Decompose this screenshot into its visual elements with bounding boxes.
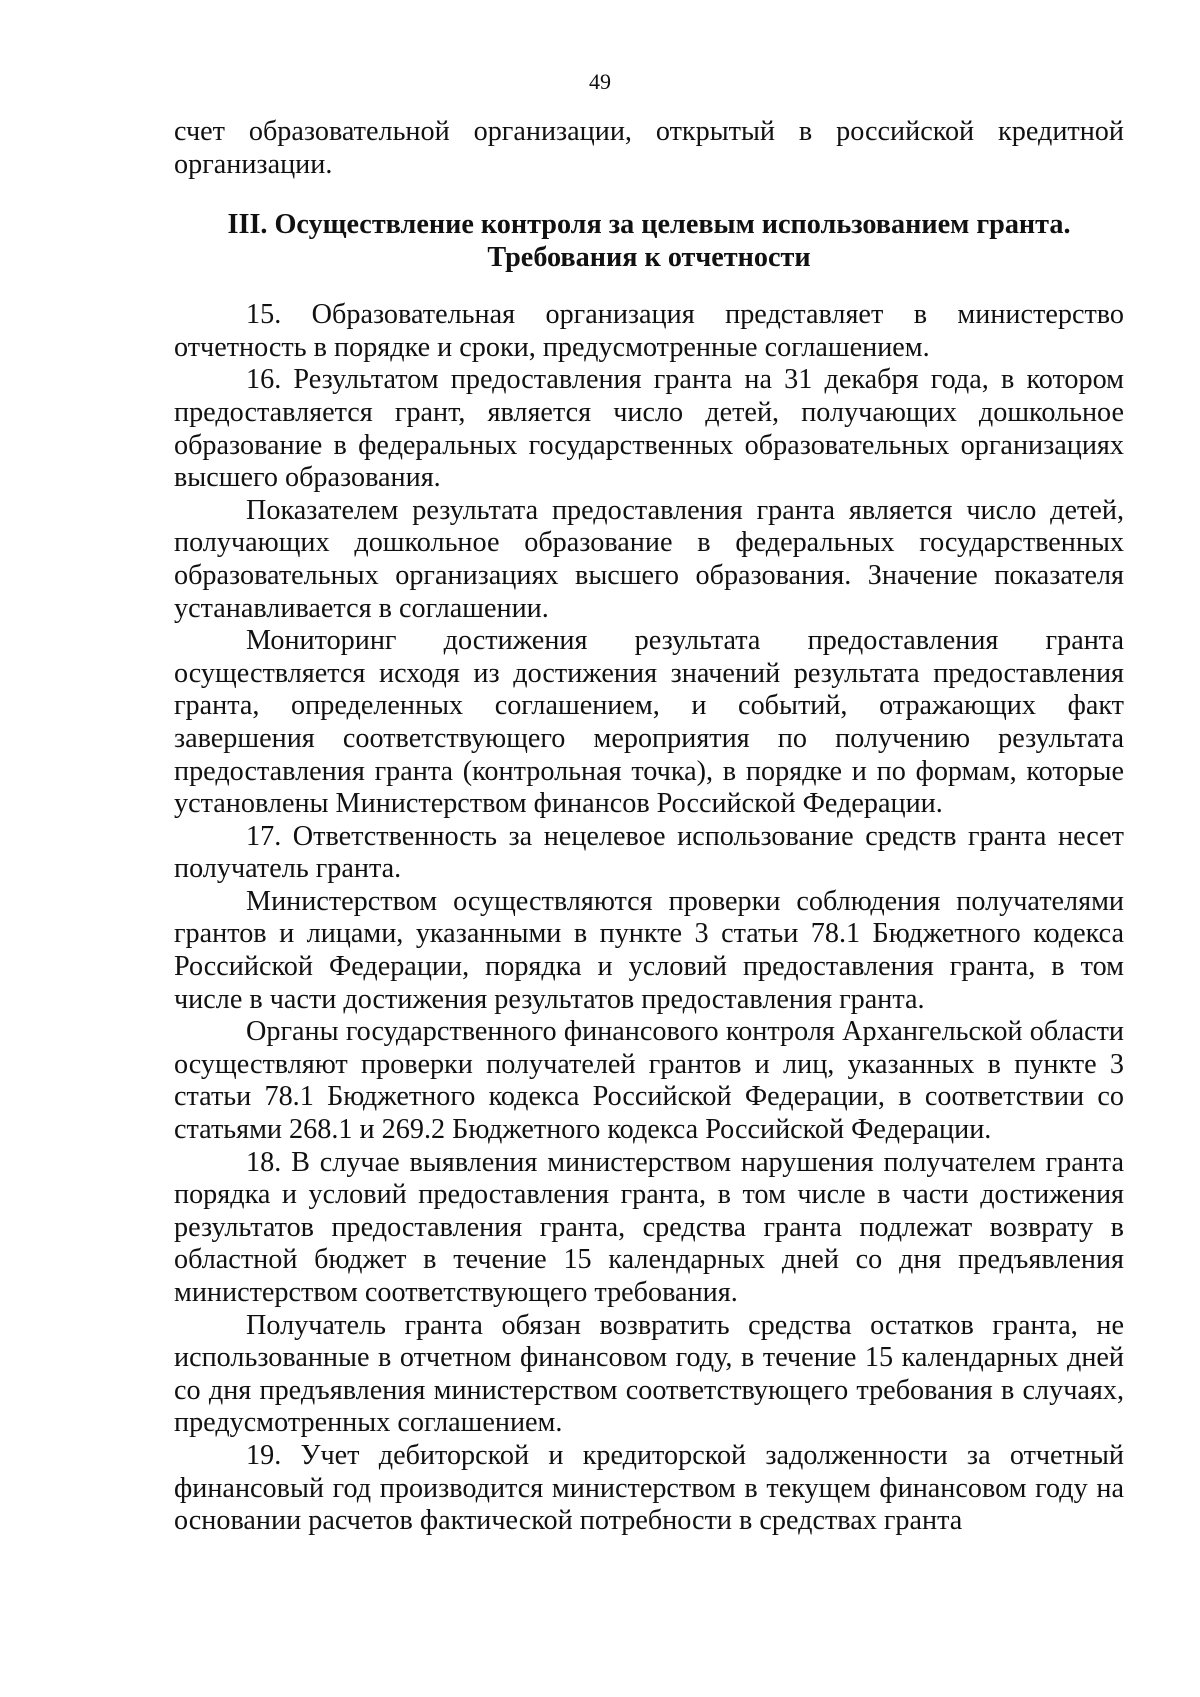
paragraph-monitoring: Мониторинг достижения результата предоставления гранта осуществляется исходя из достижения значений результата предоставления гранта, определенных соглашением, и событий, отражающих факт завершения соответствующего мероприятия по получению результата предоставления гранта (контрольная точка), в порядке и по формам, которые установлены Министерством финансов Российской Федерации. — [174, 625, 1124, 820]
paragraph-result-indicator: Показателем результата предоставления гранта является число детей, получающих дошкольное образование в федеральных государственных образовательных организациях высшего образования. Значение показателя устанавливается в соглашении. — [174, 494, 1124, 624]
paragraph-15: 15. Образовательная организация представляет в министерство отчетность в порядке и сроки, предусмотренные соглашением. — [174, 299, 1124, 363]
paragraph-16: 16. Результатом предоставления гранта на 31 декабря года, в котором предоставляется грант, является число детей, получающих дошкольное образование в федеральных государственных образовательных организациях высшего образования. — [174, 364, 1124, 494]
paragraph-17: 17. Ответственность за нецелевое использование средств гранта несет получатель гранта. — [174, 820, 1124, 885]
section-heading-line-2: Требования к отчетности — [487, 242, 811, 274]
paragraph-18: 18. В случае выявления министерством нарушения получателем гранта порядка и условий предоставления гранта, в том числе в части достижения результатов предоставления гранта, средства гранта подлежат возврату в областной бюджет в течение 15 календарных дней со дня предъявления министерством соответствующего требования. — [174, 1146, 1124, 1308]
intro-paragraph: счет образовательной организации, открытый в российской кредитной организации. — [174, 116, 1124, 180]
paragraph-grant-return: Получатель гранта обязан возвратить средства остатков гранта, не использованные в отчетном финансовом году, в течение 15 календарных дней со дня предъявления министерством соответствующего требования в случаях, предусмотренных соглашением. — [174, 1309, 1124, 1439]
paragraph-financial-control: Органы государственного финансового контроля Архангельской области осуществляют проверки получателей грантов и лиц, указанных в пункте 3 статьи 78.1 Бюджетного кодекса Российской Федерации, в соответствии со статьями 268.1 и 269.2 Бюджетного кодекса Российской Федерации. — [174, 1016, 1124, 1146]
page-number: 49 — [589, 69, 611, 94]
document-body — [174, 116, 1124, 1538]
section-heading-line-1: III. Осуществление контроля за целевым использованием гранта. — [227, 209, 1071, 241]
paragraph-ministry-checks: Министерством осуществляются проверки соблюдения получателями грантов и лицами, указанными в пункте 3 статьи 78.1 Бюджетного кодекса Российской Федерации, порядка и условий предоставления гранта, в том числе в части достижения результатов предоставления гранта. — [174, 885, 1124, 1015]
section-heading — [174, 208, 1124, 274]
paragraph-19: 19. Учет дебиторской и кредиторской задолженности за отчетный финансовый год производится министерством в текущем финансовом году на основании расчетов фактической потребности в средствах гранта — [174, 1439, 1124, 1537]
